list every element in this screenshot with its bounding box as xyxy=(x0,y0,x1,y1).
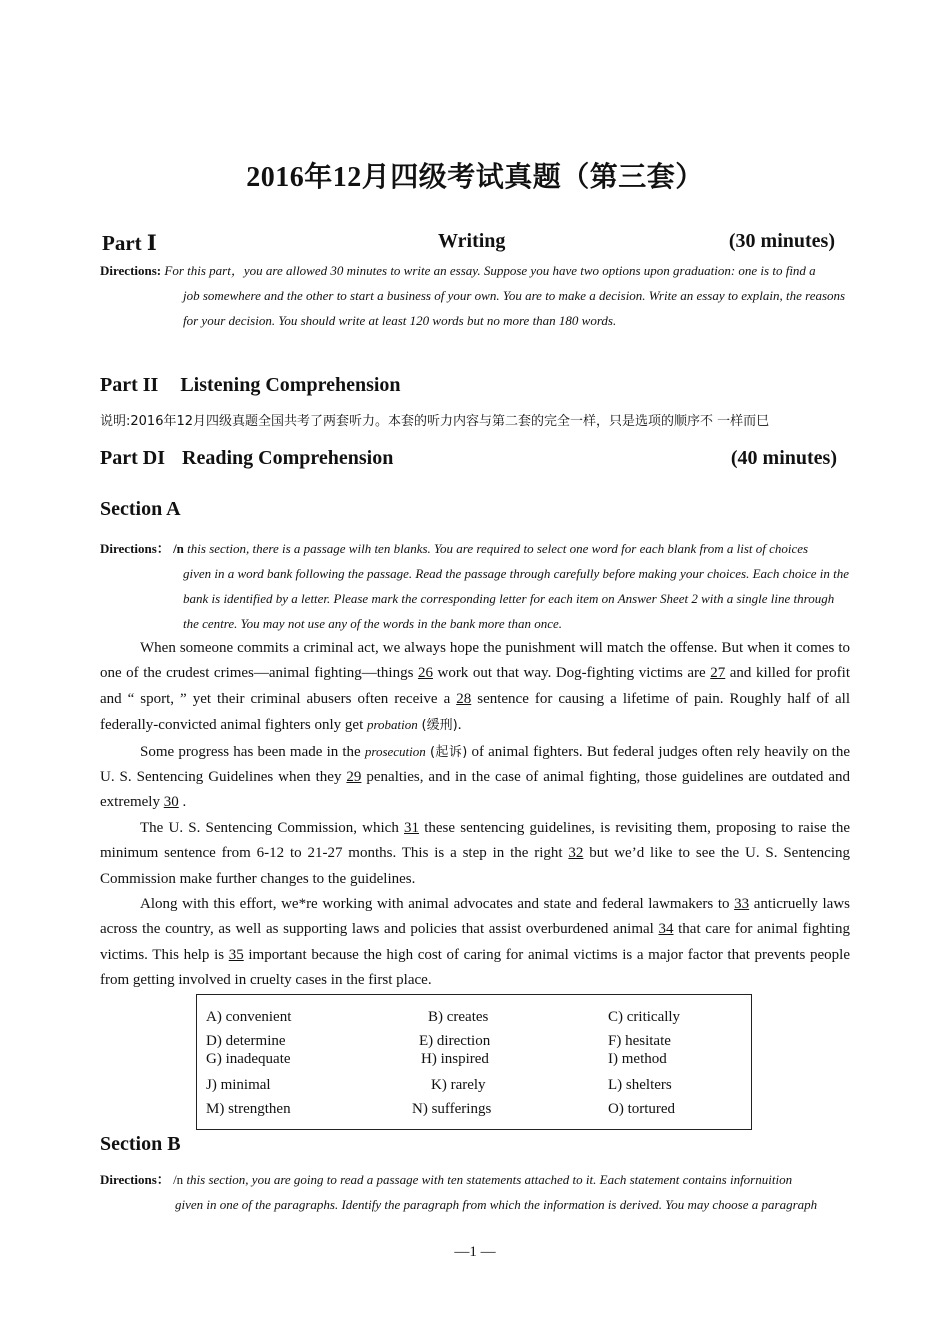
word-bank-option: K) rarely xyxy=(431,1077,486,1093)
blank-34: 34 xyxy=(658,921,674,938)
word-bank-option: B) creates xyxy=(428,1009,489,1025)
word-bank-option: O) tortured xyxy=(608,1101,676,1117)
gloss-chinese: (缓刑) xyxy=(421,718,458,734)
text: of animal fighters. But federal judges often rely heavily on the U. S. Sentencing Guidelines when they xyxy=(100,743,850,786)
directions-text: this section, there is a passage wilh ten blanks. You are required to select one word for each blank from a list of choices xyxy=(187,541,809,556)
text: . xyxy=(178,794,187,811)
word-bank-option: F) hesitate xyxy=(608,1033,671,1049)
blank-33: 33 xyxy=(734,896,750,913)
directions-text-cont: given in a word bank following the passage. Read the passage through carefully before making your choices. Each choice in the bank is identified by a letter. Please mark the corresponding letter for each item on Answer Sheet 2 with a single line through the centre. You may not use any of the words in the bank more than once. xyxy=(183,566,849,631)
section-b-heading: Section B xyxy=(100,1133,181,1155)
blank-30: 30 xyxy=(163,794,179,811)
word-bank-option: I) method xyxy=(608,1051,667,1067)
page-number: —1 — xyxy=(454,1244,496,1260)
part1-header xyxy=(100,230,835,254)
part1-time: (30 minutes) xyxy=(728,230,835,252)
text: that care for animal fighting victims. This help is xyxy=(100,921,850,963)
word-bank-option: L) shelters xyxy=(608,1077,672,1093)
section-b-directions xyxy=(100,1167,850,1217)
text: Some progress has been made in the xyxy=(140,743,365,760)
part3-name: Reading Comprehension xyxy=(182,447,394,469)
directions-label: Directions: xyxy=(100,263,162,278)
passage-paragraph-2 xyxy=(100,739,850,816)
text: work out that way. Dog-fighting victims are xyxy=(432,665,711,682)
text: and killed for profit and “ sport, ” yet their criminal abusers often receive a xyxy=(100,665,851,707)
word-bank-option: H) inspired xyxy=(421,1051,489,1067)
word-bank-option: N) sufferings xyxy=(412,1101,492,1117)
text: When someone commits a criminal act, we always hope the punishment will match the offense. But when it comes to one of the crudest crimes—animal fighting—things xyxy=(100,640,850,682)
gloss-chinese: (起诉) xyxy=(429,744,468,760)
text: The U. S. Sentencing Commission, which xyxy=(140,819,405,836)
directions-label: Directions： xyxy=(100,541,170,556)
part3-time: (40 minutes) xyxy=(730,447,837,469)
passage-paragraph-1 xyxy=(100,636,850,739)
word-bank xyxy=(196,994,752,1130)
directions-text: this section, you are going to read a passage with ten statements attached to it. Each statement contains infornuition xyxy=(186,1172,793,1187)
word-bank-option: D) determine xyxy=(206,1033,286,1049)
part1-label: Part Ⅰ xyxy=(102,231,157,255)
text: anticruelly laws across the country, as well as supporting laws and policies that assist overburdened animal xyxy=(100,896,850,938)
passage-paragraph-4 xyxy=(100,892,850,994)
part3-label: Part DI xyxy=(100,447,165,469)
word-bank-option: J) minimal xyxy=(206,1077,271,1093)
text: Along with this effort, we*re working with animal advocates and state and federal lawmakers to xyxy=(140,896,735,913)
reading-passage xyxy=(100,636,850,994)
page-title: 2016年12月四级考试真题（第三套） xyxy=(246,162,704,193)
text: . xyxy=(457,717,462,734)
word-bank-option: E) direction xyxy=(419,1033,491,1049)
text: sentence for causing a lifetime of pain. Roughly half of all federally-convicted animal fighters only get xyxy=(100,690,850,734)
listening-note: 说明:2016年12月四级真题全国共考了两套听力。本套的听力内容与第二套的完全一样，只是选项的顺序不 一样而巳 xyxy=(100,414,770,429)
blank-27: 27 xyxy=(710,665,726,682)
directions-lead: /n xyxy=(173,541,184,556)
blank-32: 32 xyxy=(568,845,584,862)
text: important because the high cost of caring for animal victims is a major factor that prevents people from getting involved in cruelty cases in the first place. xyxy=(100,946,850,989)
directions-text: For this part，you are allowed 30 minutes to write an essay. Suppose you have two options upon graduation: one is to find a xyxy=(164,263,816,278)
part3-header xyxy=(100,447,835,471)
blank-26: 26 xyxy=(417,665,433,682)
section-a-heading: Section A xyxy=(100,498,181,520)
part2-name: Listening Comprehension xyxy=(180,374,401,396)
section-a-directions xyxy=(100,536,850,636)
gloss-word: prosecution xyxy=(364,743,426,759)
part1-directions xyxy=(100,258,850,333)
blank-35: 35 xyxy=(228,946,244,963)
word-bank-option: A) convenient xyxy=(206,1009,292,1025)
directions-text-cont: job somewhere and the other to start a business of your own. You are to make a decision. Write an essay to explain, the reasons for your decision. You should write at least 120 words but no more than 180 words. xyxy=(183,288,846,328)
text: but we’d like to see the U. S. Sentencing Commission make further changes to the guidelines. xyxy=(100,845,850,887)
part2-header xyxy=(100,374,835,397)
blank-31: 31 xyxy=(404,819,420,836)
text: these sentencing guidelines, is revisiting them, proposing to raise the minimum sentence from 6-12 to 21-27 months. This is a step in the right xyxy=(100,819,850,862)
text: penalties, and in the case of animal fighting, those guidelines are outdated and extremely xyxy=(100,769,850,811)
word-bank-option: C) critically xyxy=(608,1009,681,1025)
part1-name: Writing xyxy=(438,230,506,252)
blank-28: 28 xyxy=(456,690,472,707)
gloss-word: probation xyxy=(366,717,418,733)
word-bank-option: G) inadequate xyxy=(206,1051,291,1067)
directions-lead: /n xyxy=(173,1172,184,1187)
directions-label: Directions： xyxy=(100,1172,170,1187)
directions-text-cont: given in one of the paragraphs. Identify the paragraph from which the information is derived. You may choose a paragraph xyxy=(175,1197,818,1212)
word-bank-option: M) strengthen xyxy=(206,1101,291,1117)
passage-paragraph-3 xyxy=(100,816,850,892)
part2-label: Part II xyxy=(100,374,159,396)
blank-29: 29 xyxy=(346,769,362,786)
